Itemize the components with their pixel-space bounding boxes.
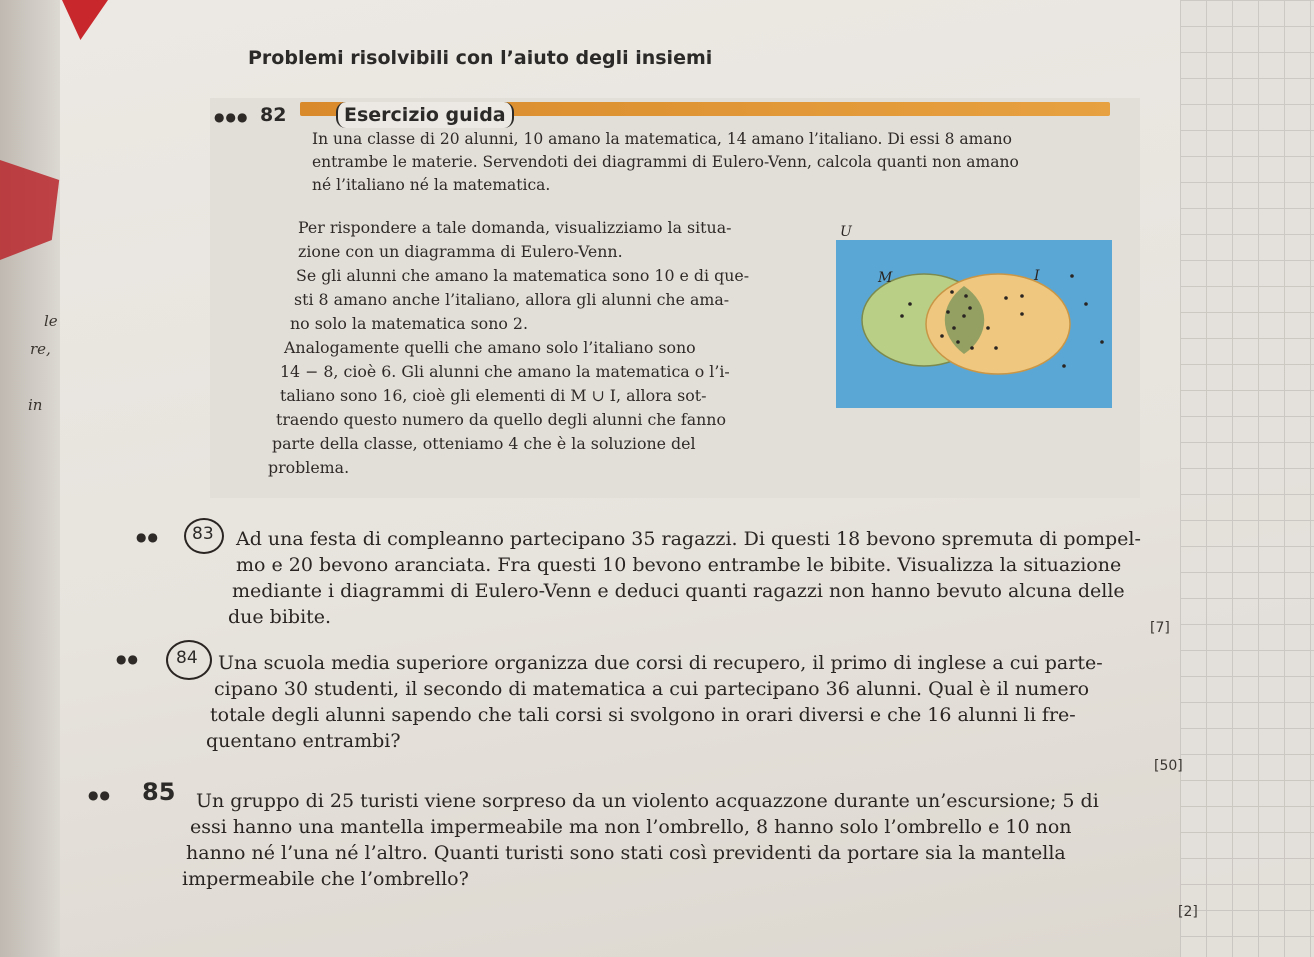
difficulty-dots: ●● (136, 530, 159, 544)
solution-line: 14 − 8, cioè 6. Gli alunni che amano la matematica o l’i- (280, 362, 730, 381)
solution-line: traendo questo numero da quello degli alunni che fanno (276, 410, 726, 429)
margin-fragment: re, (30, 340, 51, 358)
exercise-line: cipano 30 studenti, il secondo di matematica a cui partecipano 36 alunni. Qual è il numero (214, 678, 1090, 700)
exercise-line: mediante i diagrammi di Eulero-Venn e deduci quanti ragazzi non hanno bevuto alcuna delle (232, 580, 1125, 602)
margin-fragment: in (28, 396, 43, 414)
statement-line: In una classe di 20 alunni, 10 amano la matematica, 14 amano l’italiano. Di essi 8 amano (312, 130, 1012, 148)
solution-line: parte della classe, otteniamo 4 che è la soluzione del (272, 434, 696, 453)
exercise-line: quentano entrambi? (206, 730, 401, 752)
exercise-answer: [2] (1178, 904, 1198, 920)
statement-line: entrambe le materie. Servendoti dei diagrammi di Eulero-Venn, calcola quanti non amano (312, 153, 1019, 171)
exercise-line: essi hanno una mantella impermeabile ma non l’ombrello, 8 hanno solo l’ombrello e 10 non (190, 816, 1072, 838)
previous-page-edge (0, 0, 60, 957)
solution-line: Se gli alunni che amano la matematica sono 10 e di que- (296, 266, 750, 285)
solution-line: no solo la matematica sono 2. (290, 314, 528, 333)
graph-paper-strip (1180, 0, 1314, 957)
exercise-line: hanno né l’una né l’altro. Quanti turisti sono stati così previdenti da portare sia la mantella (186, 842, 1066, 864)
statement-line: né l’italiano né la matematica. (312, 176, 551, 194)
exercise-line: totale degli alunni sapendo che tali corsi si svolgono in orari diversi e che 16 alunni li fre- (210, 704, 1076, 726)
exercise-line: impermeabile che l’ombrello? (182, 868, 469, 890)
exercise-number: 82 (260, 104, 287, 126)
exercise-number: 85 (142, 778, 176, 806)
solution-line: zione con un diagramma di Eulero-Venn. (298, 242, 623, 261)
solution-line: problema. (268, 458, 350, 477)
solution-line: taliano sono 16, cioè gli elementi di M ∪ I, allora sot- (280, 386, 707, 405)
exercise-line: Un gruppo di 25 turisti viene sorpreso da un violento acquazzone durante un’escursione; 5 di (196, 790, 1099, 812)
exercise-83-text (228, 526, 1141, 630)
red-margin-mark (0, 160, 74, 260)
exercise-line: Una scuola media superiore organizza due corsi di recupero, il primo di inglese a cui parte- (218, 652, 1103, 674)
guided-exercise-label: Esercizio guida (336, 102, 514, 128)
difficulty-dots: ●●● (214, 110, 249, 124)
universe-label: U (840, 224, 852, 240)
guided-solution (268, 216, 798, 480)
exercise-84-text (206, 650, 1103, 754)
exercise-line: mo e 20 bevono aranciata. Fra questi 10 bevono entrambe le bibite. Visualizza la situazione (236, 554, 1122, 576)
handwritten-circle (184, 518, 224, 554)
difficulty-dots: ●● (116, 652, 139, 666)
handwritten-circle (166, 640, 212, 680)
exercise-answer: [50] (1154, 758, 1183, 774)
exercise-line: due bibite. (228, 606, 332, 628)
difficulty-dots: ●● (88, 788, 111, 802)
exercise-number: 84 (176, 648, 198, 668)
solution-line: Analogamente quelli che amano solo l’italiano sono (284, 338, 696, 357)
exercise-line: Ad una festa di compleanno partecipano 35 ragazzi. Di questi 18 bevono spremuta di pompel- (236, 528, 1141, 550)
solution-line: sti 8 amano anche l’italiano, allora gli alunni che ama- (294, 290, 730, 309)
exercise-number: 83 (192, 524, 214, 544)
exercise-85-text (182, 788, 1099, 892)
guided-statement (312, 128, 1102, 197)
margin-fragment: le (44, 312, 58, 330)
section-title: Problemi risolvibili con l’aiuto degli insiemi (248, 47, 713, 69)
red-page-tab (62, 0, 108, 40)
exercise-answer: [7] (1150, 620, 1170, 636)
set-m-label: M (878, 270, 893, 286)
venn-diagram (836, 224, 1112, 410)
set-i-label: I (1034, 268, 1040, 284)
solution-line: Per rispondere a tale domanda, visualizziamo la situa- (298, 218, 732, 237)
